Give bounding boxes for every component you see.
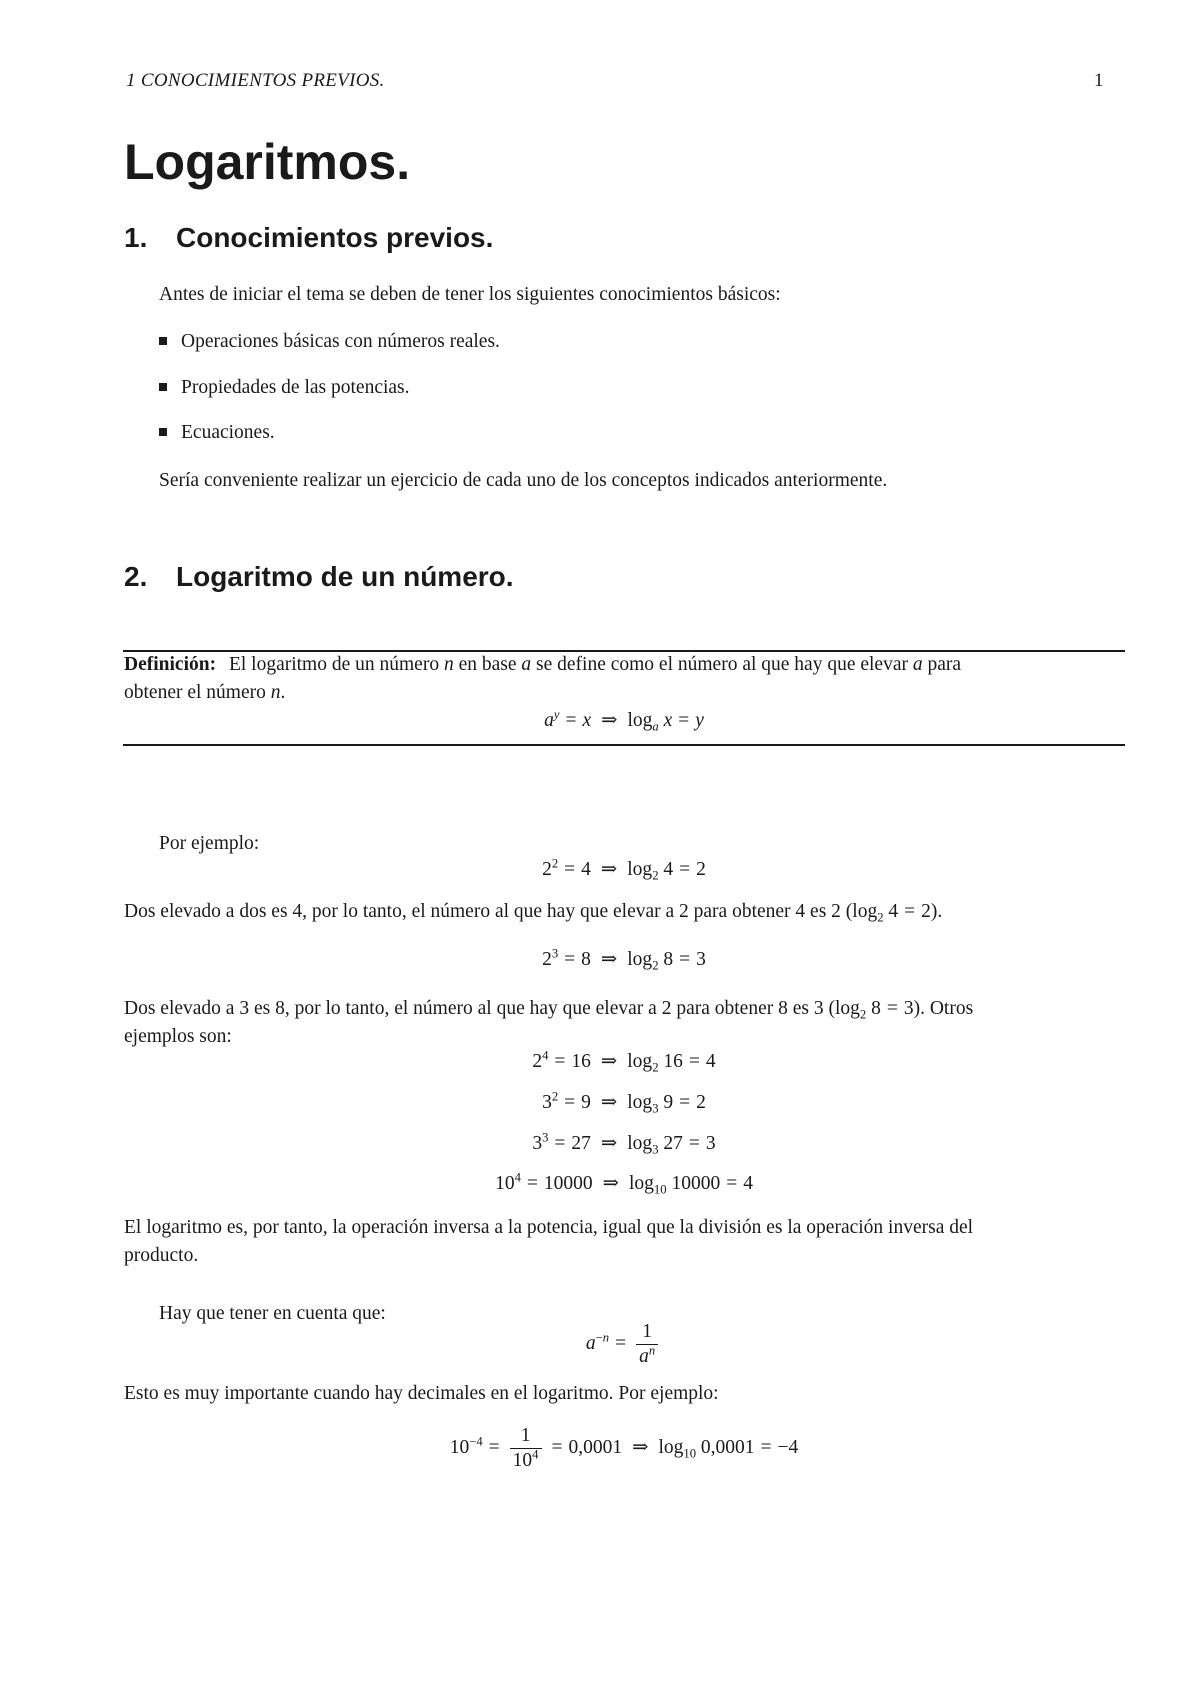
example-2-explanation: Dos elevado a 3 es 8, por lo tanto, el número al que hay que elevar a 2 para obtener 8 es 3 ($\log_2$ 8 = 3). Otros bbox=[124, 998, 974, 1022]
definition-line-2: obtener el número n. bbox=[124, 682, 286, 703]
formula-decimal-example: $10^{-4}$ = $\frac{1}{10^4}$ = 0,0001 ⇒ $\log_{10} 0,0001 = -4$ bbox=[449, 1425, 799, 1471]
definition-text: se define como el número al que hay que elevar bbox=[536, 654, 908, 675]
definition-text: para bbox=[927, 654, 962, 675]
section-1-intro: Antes de iniciar el tema se deben de tener los siguientes conocimientos básicos: bbox=[159, 284, 781, 305]
example-1-explanation: Dos elevado a dos es 4, por lo tanto, el número al que hay que elevar a 2 para obtener 4 es 2 ($\log_2$ 4 = 2). bbox=[124, 901, 943, 925]
definition-text: El logaritmo de un número bbox=[228, 654, 440, 675]
example-2-explanation-cont: ejemplos son: bbox=[124, 1026, 232, 1047]
explanation-text: Dos elevado a dos es 4, por lo tanto, el número al que hay que elevar a 2 para obtener 4 es 2 ( bbox=[124, 901, 853, 922]
section-1-number: 1. bbox=[124, 222, 148, 253]
definition-label: Definición: bbox=[124, 654, 217, 675]
decimals-text: Esto es muy importante cuando hay decimales en el logaritmo. Por ejemplo: bbox=[124, 1383, 719, 1404]
definition-line-1: Definición: El logaritmo de un número n en base a se define como el número al que hay que elevar a para bbox=[124, 654, 962, 675]
definition-text: obtener el número bbox=[124, 682, 266, 703]
explanation-text: ). Otros bbox=[913, 998, 974, 1019]
definition-text: en base bbox=[458, 654, 517, 675]
inverse-text-line-2: producto. bbox=[124, 1245, 199, 1266]
formula-example-5: $3^3 = 27$ ⇒ $\log_3 27 = 3$ bbox=[532, 1130, 716, 1157]
page-number: 1 bbox=[1094, 70, 1104, 91]
section-1-heading bbox=[124, 222, 493, 254]
running-header: 1 CONOCIMIENTOS PREVIOS. bbox=[126, 70, 385, 91]
formula-example-6: $10^4 = 10000$ ⇒ $\log_{10} 10000 = 4$ bbox=[495, 1170, 753, 1197]
formula-example-4: $3^2 = 9$ ⇒ $\log_3 9 = 2$ bbox=[542, 1089, 706, 1116]
section-2-heading bbox=[124, 561, 514, 593]
list-item: Ecuaciones. bbox=[159, 419, 275, 447]
definition-bottom-rule bbox=[123, 744, 1125, 746]
section-2-title: Logaritmo de un número. bbox=[176, 561, 514, 592]
explanation-text: Dos elevado a 3 es 8, por lo tanto, el número al que hay que elevar a 2 para obtener 8 es 3 ( bbox=[124, 998, 835, 1019]
example-intro: Por ejemplo: bbox=[159, 833, 260, 854]
definition-formula: $a^y = x$ ⇒ $\log_a x = y$ bbox=[544, 707, 704, 734]
formula-example-3: $2^4 = 16$ ⇒ $\log_2 16 = 4$ bbox=[532, 1048, 716, 1075]
list-item: Operaciones básicas con números reales. bbox=[159, 328, 500, 356]
section-1-title: Conocimientos previos. bbox=[176, 222, 494, 253]
section-2-number: 2. bbox=[124, 561, 148, 592]
formula-example-2: $2^3 = 8$ ⇒ $\log_2 8 = 3$ bbox=[542, 946, 706, 973]
list-item: Propiedades de las potencias. bbox=[159, 374, 410, 402]
note-intro: Hay que tener en cuenta que: bbox=[159, 1303, 386, 1324]
document-title: Logaritmos. bbox=[124, 134, 411, 190]
formula-negative-exponent: $a^{-n}$ = $\frac{1}{a^n}$ bbox=[124, 1320, 1124, 1369]
inverse-text-line-1: El logaritmo es, por tanto, la operación inversa a la potencia, igual que la división es la operación inversa del bbox=[124, 1217, 974, 1238]
section-1-closing: Sería conveniente realizar un ejercicio de cada uno de los conceptos indicados anteriormente. bbox=[159, 470, 888, 491]
formula-example-1: $2^2 = 4$ ⇒ $\log_2 4 = 2$ bbox=[542, 856, 706, 883]
